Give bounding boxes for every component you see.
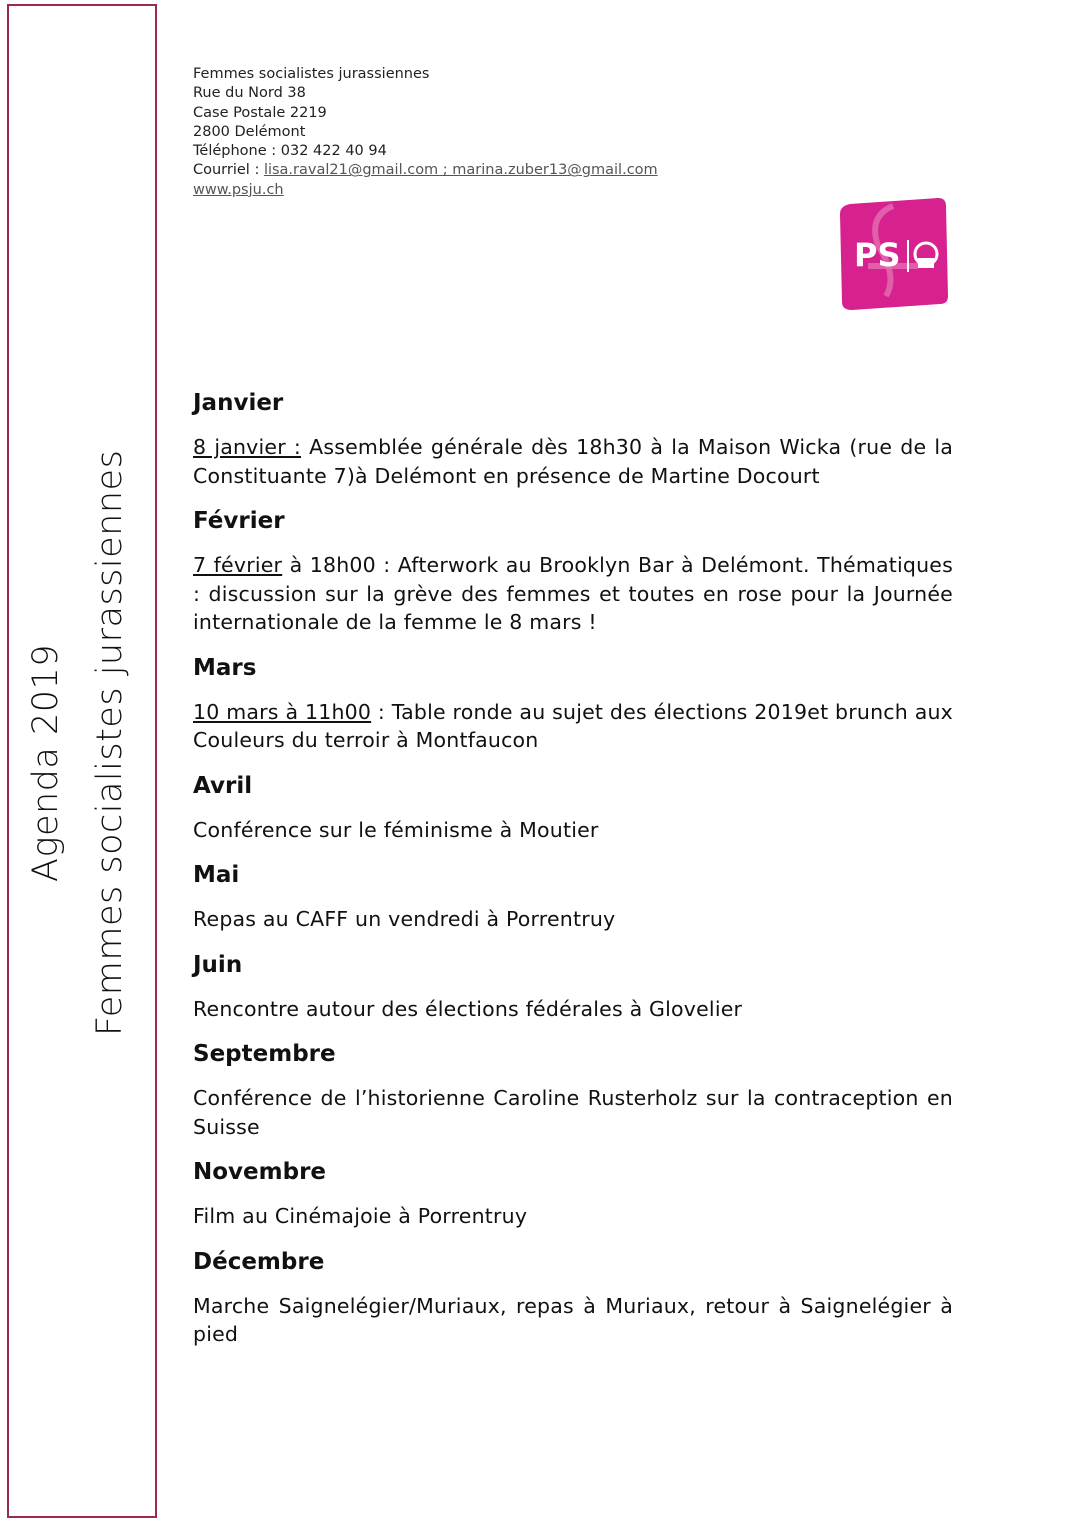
agenda-list xyxy=(193,388,953,1365)
po-box: Case Postale 2219 xyxy=(193,104,327,121)
org-vertical-title: Femmes socialistes jurassiennes xyxy=(90,449,130,1036)
event-description xyxy=(193,1292,953,1349)
event-text: Repas au CAFF un vendredi à Porrentruy xyxy=(193,907,616,931)
event-text: Rencontre autour des élections fédérales à Glovelier xyxy=(193,996,743,1021)
event-description xyxy=(193,551,953,637)
event-text: : Table ronde au sujet des élections 2019et brunch aux Couleurs du terroir à Montfaucon xyxy=(193,699,953,752)
sidebar-titles xyxy=(12,449,152,1060)
email-links[interactable]: lisa.raval21@gmail.com ; marina.zuber13@gmail.com xyxy=(263,162,658,179)
email-line xyxy=(193,161,658,180)
website-link[interactable]: www.psju.ch xyxy=(193,181,284,198)
event-description xyxy=(193,1202,953,1231)
org-name: Femmes socialistes jurassiennes xyxy=(193,66,430,82)
event-text: Assemblée générale dès 18h30 à la Maison Wicka (rue de la Constituante 7)à Delémont en présence de Martine Docourt xyxy=(193,435,953,488)
ps-jura-logo-icon xyxy=(838,196,950,312)
month-heading: Novembre xyxy=(193,1159,327,1185)
letterhead xyxy=(193,65,658,200)
event-date: 8 janvier : xyxy=(193,435,302,459)
month-heading: Juin xyxy=(193,951,243,978)
agenda-title: Agenda 2019 xyxy=(26,643,66,882)
month-heading: Avril xyxy=(193,772,253,799)
month-heading: Mai xyxy=(193,862,240,888)
event-description xyxy=(193,905,953,934)
event-description xyxy=(193,433,953,490)
month-heading: Mars xyxy=(193,654,257,681)
event-description xyxy=(193,995,953,1024)
logo-text: PS xyxy=(854,236,901,274)
month-heading: Janvier xyxy=(193,390,284,416)
email-label: Courriel : xyxy=(193,162,264,179)
event-description xyxy=(193,698,953,755)
street-address: Rue du Nord 38 xyxy=(193,85,306,102)
event-text: Conférence sur le féminisme à Moutier xyxy=(193,817,599,842)
event-date: 10 mars à 11h00 xyxy=(193,699,372,724)
event-text: à 18h00 : Afterwork au Brooklyn Bar à Delémont. Thématiques : discussion sur la grève des femmes et toutes en rose pour la Journée internationale de la femme le 8 mars ! xyxy=(193,553,953,634)
event-description xyxy=(193,1084,953,1141)
city: 2800 Delémont xyxy=(193,123,306,140)
month-heading: Février xyxy=(193,508,285,534)
month-heading: Septembre xyxy=(193,1041,336,1067)
event-text: Film au Cinémajoie à Porrentruy xyxy=(193,1204,528,1228)
phone: Téléphone : 032 422 40 94 xyxy=(193,143,387,160)
event-description xyxy=(193,816,953,845)
event-text: Marche Saignelégier/Muriaux, repas à Muriaux, retour à Saignelégier à pied xyxy=(193,1293,953,1346)
month-heading: Décembre xyxy=(193,1248,325,1275)
event-date: 7 février xyxy=(193,553,283,577)
event-text: Conférence de l’historienne Caroline Rusterholz sur la contraception en Suisse xyxy=(193,1086,953,1139)
